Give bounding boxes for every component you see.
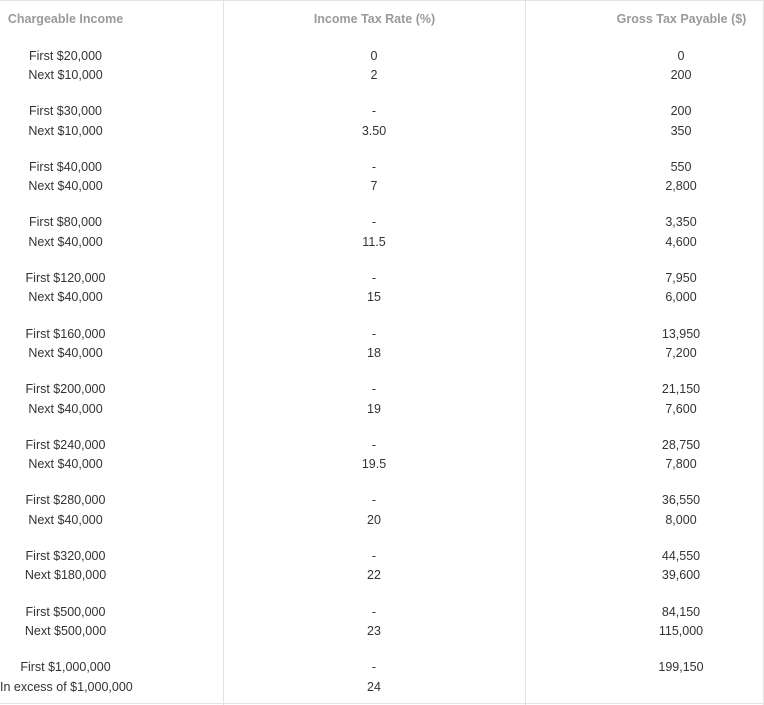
chargeable-income-cell	[0, 325, 131, 364]
gross-tax-payable-cell-line: 7,600	[665, 401, 697, 416]
income-tax-rate-cell-line: -	[371, 382, 377, 397]
table-row	[0, 102, 764, 142]
table-row	[0, 213, 764, 253]
chargeable-income-cell-line: Next $40,000	[28, 179, 103, 194]
table-row	[0, 325, 764, 365]
income-tax-rate-cell-line: -	[371, 604, 377, 619]
gross-tax-payable-cell-line: 6,000	[665, 290, 697, 305]
chargeable-income-cell-line: First $500,000	[25, 604, 106, 619]
chargeable-income-cell-line: First $200,000	[25, 382, 106, 397]
income-tax-rate-cell-line: 19	[367, 401, 381, 416]
income-tax-rate-cell-line: -	[371, 548, 377, 563]
chargeable-income-cell-line: First $40,000	[29, 159, 102, 174]
chargeable-income-cell	[0, 658, 131, 697]
table-row	[0, 491, 764, 531]
income-tax-rate-cell-line: -	[371, 326, 377, 341]
chargeable-income-cell-line: First $30,000	[29, 104, 102, 119]
gross-tax-payable-cell	[581, 158, 764, 197]
header-gross-tax-payable: Gross Tax Payable ($)	[616, 12, 747, 26]
gross-tax-payable-cell	[581, 603, 764, 642]
chargeable-income-cell-line: Next $40,000	[28, 512, 103, 527]
chargeable-income-cell-line: First $240,000	[25, 437, 106, 452]
chargeable-income-cell	[0, 547, 131, 586]
chargeable-income-cell-line: First $1,000,000	[20, 660, 111, 675]
income-tax-rate-cell-line: -	[371, 493, 377, 508]
gross-tax-payable-cell-line: 8,000	[665, 512, 697, 527]
table-row	[0, 158, 764, 198]
chargeable-income-cell	[0, 603, 131, 642]
chargeable-income-cell-line: First $320,000	[25, 548, 106, 563]
chargeable-income-cell	[0, 269, 131, 308]
income-tax-rate-cell-line: -	[371, 437, 377, 452]
income-tax-rate-cell-line: 24	[367, 679, 381, 694]
header-income-tax-rate: Income Tax Rate (%)	[313, 12, 436, 26]
income-tax-rate-cell	[274, 102, 474, 141]
table-row	[0, 547, 764, 587]
chargeable-income-cell-line: Next $10,000	[28, 68, 103, 82]
income-tax-rate-cell	[274, 158, 474, 197]
income-tax-rate-cell-line: 19.5	[361, 457, 387, 472]
chargeable-income-cell-line: Next $500,000	[24, 624, 107, 638]
income-tax-rate-cell-line: 3.50	[361, 123, 387, 138]
income-tax-rate-cell	[274, 213, 474, 252]
gross-tax-payable-cell-line: 199,150	[658, 660, 704, 675]
gross-tax-payable-cell-line: 44,550	[661, 548, 701, 563]
gross-tax-payable-cell-line: 39,600	[661, 568, 701, 583]
gross-tax-payable-cell-line: 7,950	[665, 270, 697, 285]
gross-tax-payable-cell	[581, 436, 764, 475]
income-tax-rate-cell-line: 7	[370, 179, 378, 194]
gross-tax-payable-cell-line: 36,550	[661, 493, 701, 508]
income-tax-rate-cell-line: 23	[367, 624, 381, 638]
income-tax-rate-cell-line: 18	[367, 346, 381, 360]
chargeable-income-cell	[0, 213, 131, 252]
chargeable-income-cell-line: Next $40,000	[28, 346, 103, 360]
table-row	[0, 603, 764, 643]
table-bottom-border	[0, 703, 764, 704]
income-tax-rate-cell	[274, 547, 474, 586]
gross-tax-payable-cell-line: 3,350	[665, 215, 697, 230]
chargeable-income-cell-line: First $280,000	[25, 493, 106, 508]
table-row	[0, 380, 764, 420]
chargeable-income-cell-line: Next $10,000	[28, 123, 103, 138]
gross-tax-payable-cell-line: 13,950	[661, 326, 701, 341]
chargeable-income-cell-line: Next $180,000	[24, 568, 107, 583]
gross-tax-payable-cell-line: 550	[670, 159, 692, 174]
income-tax-rate-cell	[274, 491, 474, 530]
chargeable-income-cell	[0, 102, 131, 141]
gross-tax-payable-cell	[581, 491, 764, 530]
gross-tax-payable-cell	[581, 547, 764, 586]
income-tax-rate-cell	[274, 380, 474, 419]
income-tax-rate-cell-line: -	[371, 270, 377, 285]
gross-tax-payable-cell-line: 200	[670, 68, 692, 82]
gross-tax-payable-cell	[581, 658, 764, 697]
gross-tax-payable-cell-line: 200	[670, 104, 692, 119]
chargeable-income-cell-line: First $80,000	[29, 215, 102, 230]
income-tax-rate-cell-line: 20	[367, 512, 381, 527]
gross-tax-payable-cell-line: 7,800	[665, 457, 697, 472]
income-tax-rate-cell-line: 0	[370, 48, 378, 63]
income-tax-rate-cell	[274, 269, 474, 308]
table-row	[0, 436, 764, 476]
gross-tax-payable-cell-line: 0	[677, 48, 685, 63]
income-tax-rate-cell	[274, 603, 474, 642]
chargeable-income-cell-line: In excess of $1,000,000	[0, 679, 133, 694]
income-tax-rate-cell	[274, 47, 474, 86]
income-tax-rate-cell-line: -	[371, 159, 377, 174]
chargeable-income-cell-line: Next $40,000	[28, 290, 103, 305]
chargeable-income-cell	[0, 436, 131, 475]
gross-tax-payable-cell-line: 350	[670, 123, 692, 138]
income-tax-rate-cell-line: -	[371, 104, 377, 119]
gross-tax-payable-cell	[581, 380, 764, 419]
chargeable-income-cell-line: First $120,000	[25, 270, 106, 285]
chargeable-income-cell-line: Next $40,000	[28, 401, 103, 416]
gross-tax-payable-cell	[581, 269, 764, 308]
income-tax-rate-cell-line: 11.5	[362, 234, 386, 249]
chargeable-income-cell-line: Next $40,000	[28, 234, 103, 249]
chargeable-income-cell	[0, 380, 131, 419]
income-tax-rate-cell-line: -	[371, 660, 377, 675]
gross-tax-payable-cell	[581, 325, 764, 364]
income-tax-rate-cell-line: 22	[367, 568, 381, 583]
income-tax-rate-cell-line: 15	[367, 290, 381, 305]
table-header-row	[0, 0, 764, 40]
gross-tax-payable-cell	[581, 213, 764, 252]
income-tax-rate-cell-line: 2	[370, 68, 378, 82]
gross-tax-payable-cell	[581, 47, 764, 86]
gross-tax-payable-cell-line: 84,150	[661, 604, 701, 619]
gross-tax-payable-cell-line: 2,800	[665, 179, 697, 194]
income-tax-rate-cell	[274, 436, 474, 475]
header-chargeable-income: Chargeable Income	[7, 12, 124, 26]
chargeable-income-cell	[0, 158, 131, 197]
gross-tax-payable-cell-line: 4,600	[665, 234, 697, 249]
chargeable-income-cell	[0, 491, 131, 530]
table-row	[0, 269, 764, 309]
income-tax-rate-cell-line: -	[371, 215, 377, 230]
table-row	[0, 47, 764, 87]
gross-tax-payable-cell	[581, 102, 764, 141]
gross-tax-payable-cell-line: 7,200	[665, 346, 697, 360]
chargeable-income-cell-line: First $20,000	[29, 48, 102, 63]
chargeable-income-cell	[0, 47, 131, 86]
income-tax-rate-cell	[274, 325, 474, 364]
gross-tax-payable-cell-line: 115,000	[658, 624, 704, 638]
income-tax-rate-cell	[274, 658, 474, 697]
gross-tax-payable-cell-line: 28,750	[661, 437, 701, 452]
chargeable-income-cell-line: First $160,000	[25, 326, 106, 341]
table-row	[0, 658, 764, 698]
gross-tax-payable-cell-line: 21,150	[661, 382, 701, 397]
chargeable-income-cell-line: Next $40,000	[28, 457, 103, 472]
gross-tax-payable-cell-line	[581, 678, 764, 698]
